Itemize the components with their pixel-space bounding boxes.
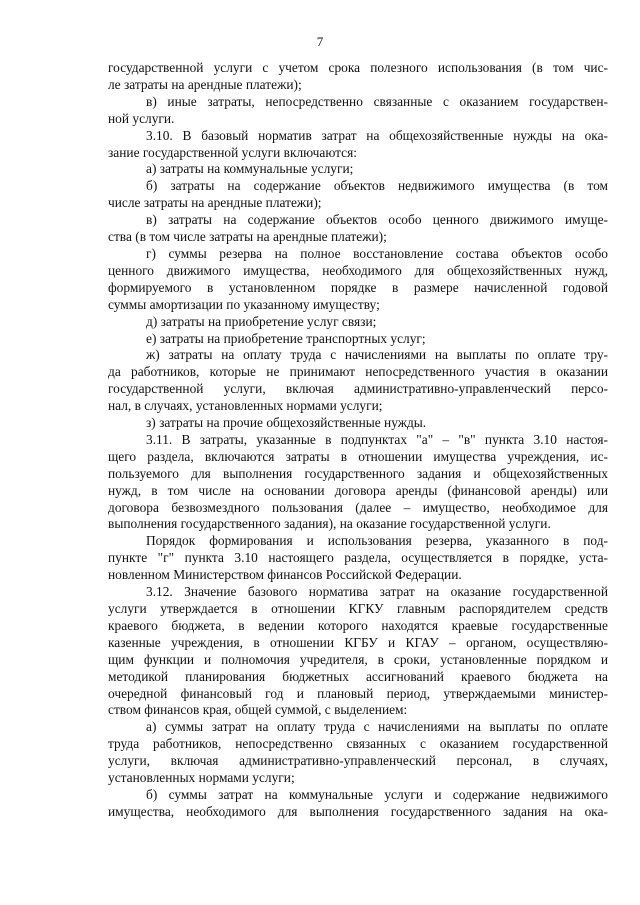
text-line: 3.11. В затраты, указанные в подпунктах "а" – "в" пункта 3.10 настоя- (146, 431, 608, 447)
text-line: б) суммы затрат на коммунальные услуги и содержание недвижимого (146, 786, 608, 802)
text-line: ле затраты на арендные платежи); (108, 76, 302, 92)
text-line: зание государственной услуги включаются: (108, 144, 358, 160)
text-line: щего раздела, включаются затраты в отношении имущества учреждения, ис- (108, 448, 608, 464)
text-line: имущества, необходимого для выполнения государственного задания на ока- (108, 803, 608, 819)
text-line: б) затраты на содержание объектов недвижимого имущества (в том (146, 178, 608, 194)
text-line: суммы амортизации по указанному имуществу; (108, 296, 380, 312)
text-line: а) суммы затрат на оплату труда с начислениями на выплаты по оплате (146, 719, 608, 735)
text-line: нужд, в том числе на основании договора аренды (финансовой аренды) или (108, 482, 608, 498)
text-line: в) иные затраты, непосредственно связанные с оказанием государствен- (146, 93, 608, 109)
text-line: ценного движимого имущества, необходимого для общехозяйственных нужд, (108, 262, 608, 278)
page-number: 7 (316, 34, 324, 49)
text-line: договора безвозмездного пользования (далее – имущество, необходимое для (108, 499, 608, 515)
text-line: пользуемого для выполнения государственного задания и общехозяйственных (108, 465, 608, 481)
text-line: г) суммы резерва на полное восстановление состава объектов особо (146, 245, 608, 261)
text-line: государственной услуги с учетом срока полезного использования (в том чис- (108, 60, 608, 75)
text-line: ж) затраты на оплату труда с начислениями на выплаты по оплате тру- (146, 347, 608, 363)
text-line: труда работников, непосредственно связанных с оказанием государственной (108, 736, 608, 752)
text-line: краевого бюджета, в ведении которого находятся краевые государственные (108, 617, 608, 633)
text-line: д) затраты на приобретение услуг связи; (146, 313, 377, 329)
text-line: 3.10. В базовый норматив затрат на общехозяйственные нужды на ока- (146, 127, 608, 143)
text-line: методикой планирования бюджетных ассигнований краевого бюджета на (108, 668, 608, 684)
text-line: установленных нормами услуги; (108, 770, 295, 786)
text-line: Порядок формирования и использования резерва, указанного в под- (146, 533, 608, 549)
text-line: пункте "г" пункта 3.10 настоящего раздела, осуществляется в порядке, уста- (108, 550, 608, 566)
document-body (108, 60, 608, 821)
text-line: ством финансов края, общей суммой, с выделением: (108, 702, 408, 718)
text-line: да работников, которые не принимают непосредственного участия в оказании (108, 364, 608, 380)
text-line: услуги, включая административно-управленческий персонал, в случаях, (108, 753, 608, 769)
text-line: нал, в случаях, установленных нормами услуги; (108, 398, 383, 414)
text-line: ной услуги. (108, 110, 175, 126)
text-line: формируемого в установленном порядке в размере начисленной годовой (108, 279, 608, 295)
text-line: числе затраты на арендные платежи); (108, 195, 322, 211)
text-line: государственной услуги, включая административно-управленческий персо- (108, 381, 608, 397)
text-line: з) затраты на прочие общехозяйственные нужды. (146, 415, 427, 431)
text-line: очередной финансовый год и плановый период, утверждаемыми министер- (108, 685, 608, 701)
text-line: услуги утверждается в отношении КГКУ главным распорядителем средств (108, 601, 608, 616)
text-line: щим функции и полномочия учредителя, в сроки, установленные порядком и (108, 651, 608, 667)
text-line: а) затраты на коммунальные услуги; (146, 161, 354, 177)
text-line: ства (в том числе затраты на арендные платежи); (108, 229, 387, 245)
text-line: е) затраты на приобретение транспортных услуг; (146, 330, 426, 346)
text-line: 3.12. Значение базового норматива затрат на оказание государственной (146, 584, 608, 600)
text-line: в) затраты на содержание объектов особо ценного движимого имуще- (146, 212, 608, 228)
text-line: новленном Министерством финансов Российской Федерации. (108, 567, 462, 583)
text-line: казенные учреждения, в отношении КГБУ и КГАУ – органом, осуществляю- (108, 634, 608, 650)
text-line: выполнения государственного задания), на оказание государственной услуги. (108, 516, 551, 532)
